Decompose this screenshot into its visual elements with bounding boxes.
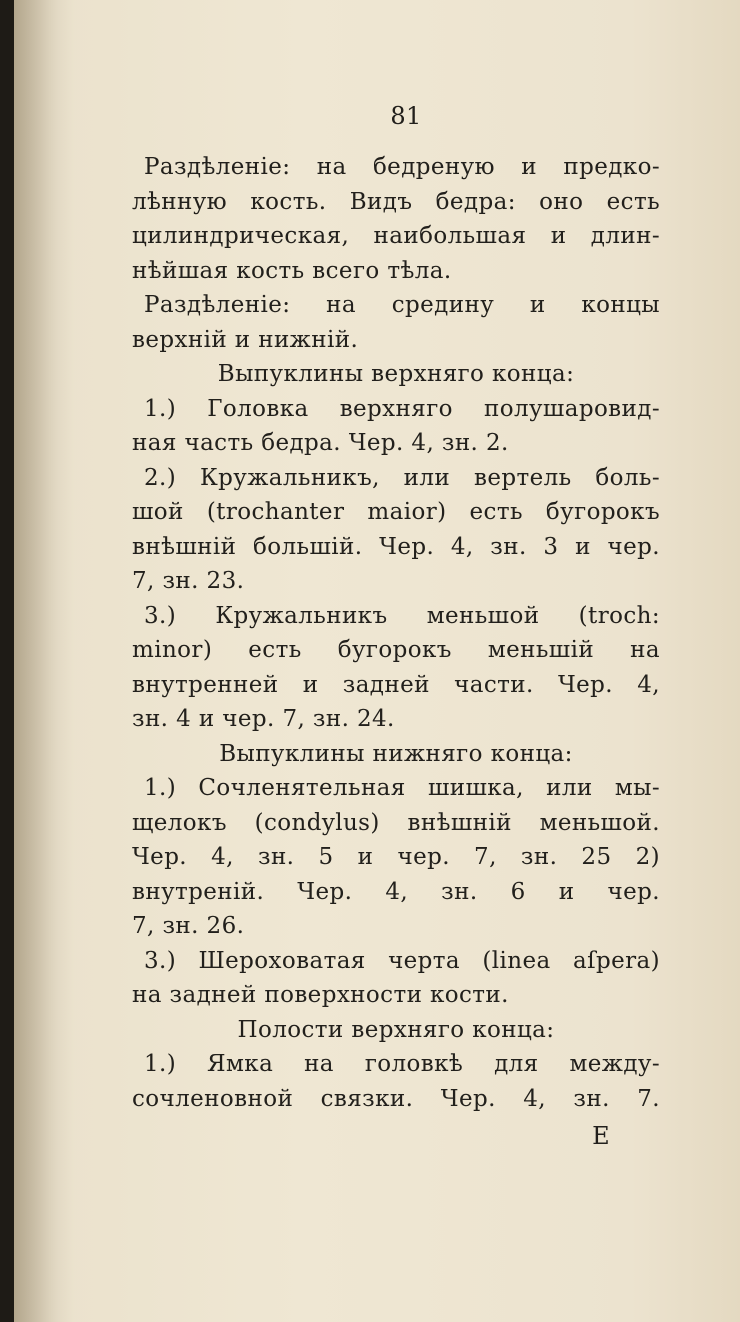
- text-line: лѣнную кость. Видъ бедра: оно есть: [132, 188, 660, 215]
- text-line: Раздѣленіе: на средину и концы: [144, 292, 660, 318]
- text-line: внутреній. Чер. 4, зн. 6 и чер.: [132, 878, 660, 905]
- text-line: на задней поверхности кости.: [132, 982, 509, 1008]
- text-line: Раздѣленіе: на бедреную и предко-: [144, 154, 660, 180]
- page-number: 81: [390, 102, 422, 130]
- text-line: Выпуклины верхняго конца:: [217, 361, 575, 387]
- text-line: внѣшній большій. Чер. 4, зн. 3 и чер.: [132, 533, 660, 560]
- text-line: Полости верхняго конца:: [237, 1016, 555, 1043]
- book-page: [14, 0, 740, 1322]
- text-line: щелокъ (condylus) внѣшній меньшой.: [132, 809, 660, 836]
- text-line: зн. 4 и чер. 7, зн. 24.: [132, 706, 395, 732]
- text-line: 7, зн. 23.: [132, 568, 245, 594]
- text-line: Чер. 4, зн. 5 и чер. 7, зн. 25 2): [132, 844, 660, 870]
- text-lines: [132, 150, 660, 1116]
- text-line: 7, зн. 26.: [132, 913, 245, 939]
- text-line: верхній и нижній.: [132, 326, 359, 353]
- text-line: 1.) Сочленятельная шишка, или мы-: [144, 775, 660, 801]
- text-line: сочленовной связки. Чер. 4, зн. 7.: [132, 1085, 660, 1112]
- text-line: 2.) Кружальникъ, или вертель боль-: [144, 464, 660, 491]
- text-line: minor) есть бугорокъ меньшій на: [132, 637, 660, 663]
- text-line: ная часть бедра. Чер. 4, зн. 2.: [132, 430, 509, 456]
- text-line: Выпуклины нижняго конца:: [219, 740, 573, 767]
- text-line: 1.) Головка верхняго полушаровид-: [144, 395, 660, 422]
- text-line: нѣйшая кость всего тѣла.: [132, 257, 452, 284]
- page-text-block: [132, 96, 660, 1156]
- catchword: Е: [592, 1122, 610, 1150]
- text-line: внутренней и задней части. Чер. 4,: [132, 671, 660, 698]
- text-line: 3.) Шероховатая черта (linea aſpera): [144, 947, 660, 974]
- text-line: 1.) Ямка на головкѣ для между-: [144, 1051, 660, 1077]
- text-line: 3.) Кружальникъ меньшой (troch:: [144, 602, 660, 629]
- text-line: цилиндрическая, наибольшая и длин-: [132, 223, 660, 249]
- page-gutter-shadow: [14, 0, 74, 1322]
- text-line: шой (trochanter maior) есть бугорокъ: [132, 499, 660, 525]
